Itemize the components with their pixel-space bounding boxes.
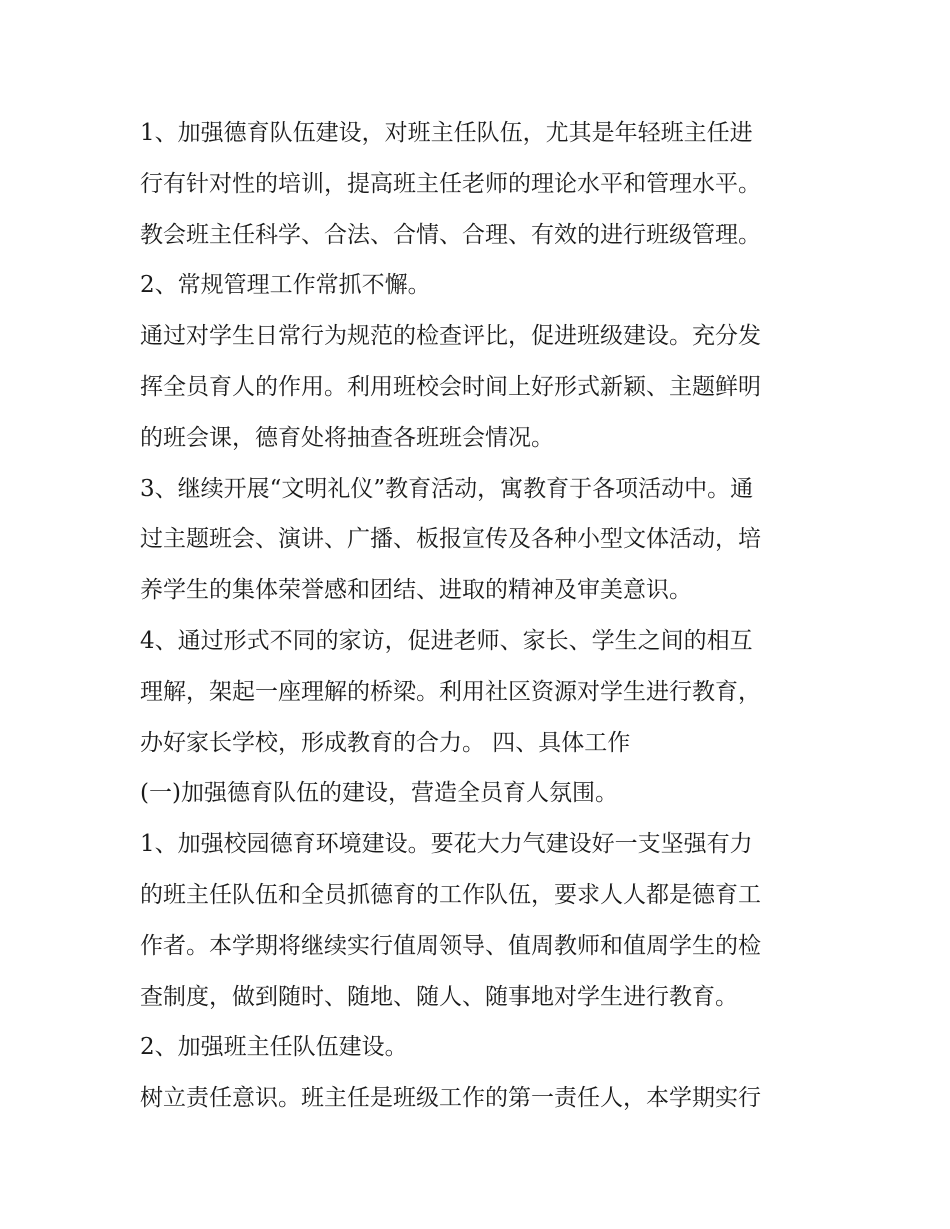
text-line: 1、加强德育队伍建设，对班主任队伍，尤其是年轻班主任进 [140,120,753,146]
text-line: 教会班主任科学、合法、合情、合理、有效的进行班级管理。 [140,221,761,248]
text-line: 1、加强校园德育环境建设。要花大力气建设好一支坚强有力 [140,831,753,858]
text-line: 理解，架起一座理解的桥梁。利用社区资源对学生进行教育， [140,678,761,705]
text-line: 办好家长学校，形成教育的合力。 四、具体工作 [140,729,631,756]
text-line: 3、继续开展“文明礼仪”教育活动，寓教育于各项活动中。通 [140,475,754,502]
text-line: 过主题班会、演讲、广播、板报宣传及各种小型文体活动，培 [140,526,761,553]
text-line: 2、常规管理工作常抓不懈。 [140,272,431,299]
document-body [140,108,830,1124]
text-line: 树立责任意识。班主任是班级工作的第一责任人，本学期实行 [140,1085,761,1112]
text-line: 通过对学生日常行为规范的检查评比，促进班级建设。充分发 [140,323,761,350]
text-line: 作者。本学期将继续实行值周领导、值周教师和值周学生的检 [140,932,761,959]
text-line: 查制度，做到随时、随地、随人、随事地对学生进行教育。 [140,983,738,1010]
text-line: 2、加强班主任队伍建设。 [140,1034,408,1061]
section-heading: (一)加强德育队伍的建设，营造全员育人氛围。 [140,780,618,807]
text-line: 行有针对性的培训，提高班主任老师的理论水平和管理水平。 [140,170,761,197]
text-line: 的班会课，德育处将抽查各班班会情况。 [140,424,554,451]
text-line: 4、通过形式不同的家访，促进老师、家长、学生之间的相互 [140,627,753,654]
text-line: 养学生的集体荣誉感和团结、进取的精神及审美意识。 [140,577,692,604]
text-line: 挥全员育人的作用。利用班校会时间上好形式新颖、主题鲜明 [140,373,761,400]
text-line: 的班主任队伍和全员抓德育的工作队伍，要求人人都是德育工 [140,881,761,908]
